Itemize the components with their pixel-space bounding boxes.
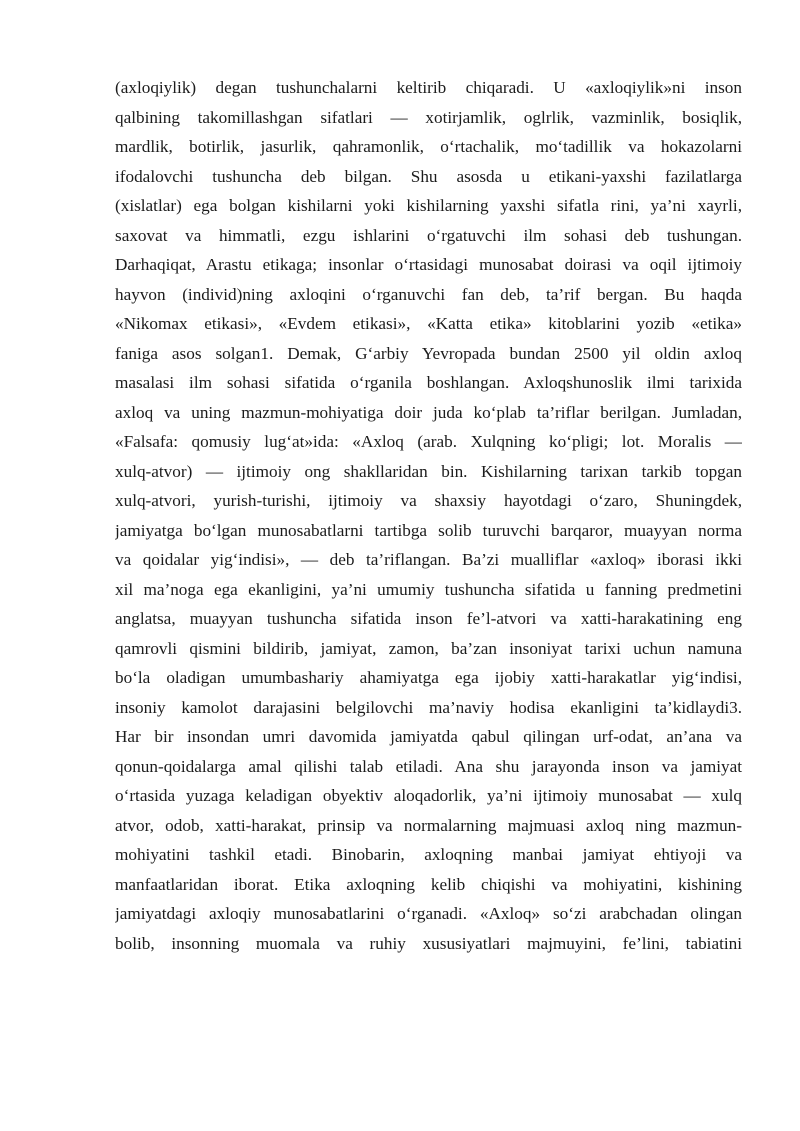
- text-line: qamrovli qismini bildirib, jamiyat, zamon, ba’zan insoniyat tarixi uchun namuna: [115, 638, 742, 658]
- text-line: (xislatlar) ega bolgan kishilarni yoki kishilarning yaxshi sifatla rini, ya’ni xayrli,: [115, 196, 742, 215]
- text-line: mohiyatini tashkil etadi. Binobarin, axloqning manbai jamiyat ehtiyoji va: [115, 845, 742, 864]
- text-line: «Falsafa: qomusiy lug‘at»ida: «Axloq (arab. Xulqning ko‘pligi; lot. Moralis —: [115, 432, 742, 451]
- body-text: [115, 73, 742, 958]
- text-line: jamiyatdagi axloqiy munosabatlarini o‘rganadi. «Axloq» so‘zi arabchadan olingan: [115, 904, 742, 923]
- text-line: xulq-atvori, yurish-turishi, ijtimoiy va shaxsiy hayotdagi o‘zaro, Shuningdek,: [115, 491, 742, 510]
- text-line: jamiyatga bo‘lgan munosabatlarni tartibga solib turuvchi barqaror, muayyan norma: [115, 520, 742, 540]
- text-line: qonun-qoidalarga amal qilishi talab etiladi. Ana shu jarayonda inson va jamiyat: [115, 756, 742, 776]
- text-line: va qoidalar yig‘indisi», — deb ta’riflangan. Ba’zi mualliflar «axloq» iborasi ikki: [115, 550, 742, 569]
- text-line: atvor, odob, xatti-harakat, prinsip va normalarning majmuasi axloq ning mazmun-: [115, 815, 742, 835]
- text-line: masalasi ilm sohasi sifatida o‘rganila boshlangan. Axloqshunoslik ilmi tarixida: [115, 373, 742, 392]
- text-line: manfaatlaridan iborat. Etika axloqning kelib chiqishi va mohiyatini, kishining: [115, 874, 742, 894]
- text-line: (axloqiylik) degan tushunchalarni keltirib chiqaradi. U «axloqiylik»ni inson: [115, 78, 742, 97]
- text-line: axloq va uning mazmun-mohiyatiga doir juda ko‘plab ta’riflar berilgan. Jumladan,: [115, 402, 742, 422]
- text-line: Har bir insondan umri davomida jamiyatda qabul qilingan urf-odat, an’ana va: [115, 727, 742, 746]
- text-line: qalbining takomillashgan sifatlari — xotirjamlik, oglrlik, vazminlik, bosiqlik,: [115, 107, 742, 127]
- text-line: o‘rtasida yuzaga keladigan obyektiv aloqadorlik, ya’ni ijtimoiy munosabat — xulq: [115, 786, 742, 805]
- text-line: insoniy kamolot darajasini belgilovchi ma’naviy hodisa ekanligini ta’kidlaydi3.: [115, 697, 742, 717]
- text-line: Darhaqiqat, Arastu etikaga; insonlar o‘rtasidagi munosabat doirasi va oqil ijtimoiy: [115, 255, 742, 274]
- text-line: bolib, insonning muomala va ruhiy xususiyatlari majmuyini, fe’lini, tabiatini: [115, 933, 742, 953]
- text-line: xil ma’noga ega ekanligini, ya’ni umumiy tushuncha sifatida u fanning predmetini: [115, 579, 742, 599]
- text-line: mardlik, botirlik, jasurlik, qahramonlik, o‘rtachalik, mo‘tadillik va hokazolarni: [115, 137, 742, 156]
- text-line: hayvon (individ)ning axloqini o‘rganuvchi fan deb, ta’rif bergan. Bu haqda: [115, 284, 742, 304]
- text-line: saxovat va himmatli, ezgu ishlarini o‘rgatuvchi ilm sohasi deb tushungan.: [115, 225, 742, 245]
- text-line: «Nikomax etikasi», «Evdem etikasi», «Katta etika» kitoblarini yozib «etika»: [115, 314, 742, 333]
- text-line: faniga asos solgan1. Demak, G‘arbiy Yevropada bundan 2500 yil oldin axloq: [115, 343, 742, 363]
- text-line: xulq-atvor) — ijtimoiy ong shakllaridan bin. Kishilarning tarixan tarkib topgan: [115, 461, 742, 481]
- text-line: bo‘la oladigan umumbashariy ahamiyatga ega ijobiy xatti-harakatlar yig‘indisi,: [115, 668, 742, 687]
- text-line: ifodalovchi tushuncha deb bilgan. Shu asosda u etikani-yaxshi fazilatlarga: [115, 166, 742, 186]
- text-line: anglatsa, muayyan tushuncha sifatida inson fe’l-atvori va xatti-harakatining eng: [115, 609, 742, 628]
